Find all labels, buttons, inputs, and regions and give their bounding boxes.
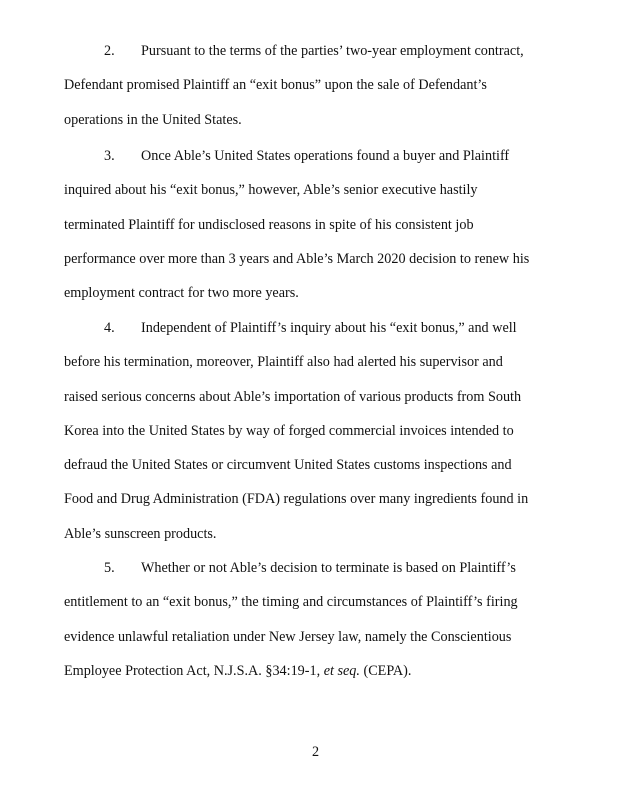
paragraph-line: (CEPA).	[363, 662, 412, 679]
paragraph-line: Korea into the United States by way of forged commercial invoices intended to	[64, 422, 514, 439]
paragraph-line: Able’s sunscreen products.	[64, 525, 217, 542]
paragraph-3	[64, 139, 564, 310]
citation-italic: et seq.	[323, 662, 360, 679]
paragraph-line: Independent of Plaintiff’s inquiry about his “exit bonus,” and well	[141, 320, 517, 336]
paragraph-line: Employee Protection Act, N.J.S.A. §34:19-1,	[64, 662, 321, 679]
paragraph-line: Pursuant to the terms of the parties’ two-year employment contract,	[141, 43, 524, 59]
paragraph-4	[64, 311, 564, 551]
paragraph-5	[64, 551, 564, 688]
paragraph-line: Once Able’s United States operations found a buyer and Plaintiff	[141, 148, 510, 164]
paragraph-2	[64, 34, 564, 137]
paragraph-line: Whether or not Able’s decision to terminate is based on Plaintiff’s	[141, 560, 516, 576]
paragraph-line: before his termination, moreover, Plaintiff also had alerted his supervisor and	[64, 354, 503, 371]
page-number: 2	[311, 744, 320, 760]
paragraph-line: terminated Plaintiff for undisclosed reasons in spite of his consistent job	[64, 216, 474, 233]
paragraph-number: 4.	[104, 320, 115, 336]
paragraph-line: operations in the United States.	[64, 111, 242, 128]
paragraph-line: evidence unlawful retaliation under New Jersey law, namely the Conscientious	[64, 628, 512, 645]
paragraph-line: employment contract for two more years.	[64, 285, 299, 302]
paragraph-line: defraud the United States or circumvent United States customs inspections and	[64, 457, 512, 474]
paragraph-number: 3.	[104, 148, 115, 164]
paragraph-line: Food and Drug Administration (FDA) regulations over many ingredients found in	[64, 491, 529, 508]
paragraph-number: 5.	[104, 560, 115, 576]
paragraph-line: performance over more than 3 years and Able’s March 2020 decision to renew his	[64, 250, 530, 267]
paragraph-line: inquired about his “exit bonus,” however, Able’s senior executive hastily	[64, 182, 478, 199]
paragraph-number: 2.	[104, 43, 115, 59]
paragraph-line: raised serious concerns about Able’s importation of various products from South	[64, 388, 522, 405]
paragraph-line: entitlement to an “exit bonus,” the timing and circumstances of Plaintiff’s firing	[64, 594, 518, 611]
paragraph-line: Defendant promised Plaintiff an “exit bonus” upon the sale of Defendant’s	[64, 77, 487, 94]
